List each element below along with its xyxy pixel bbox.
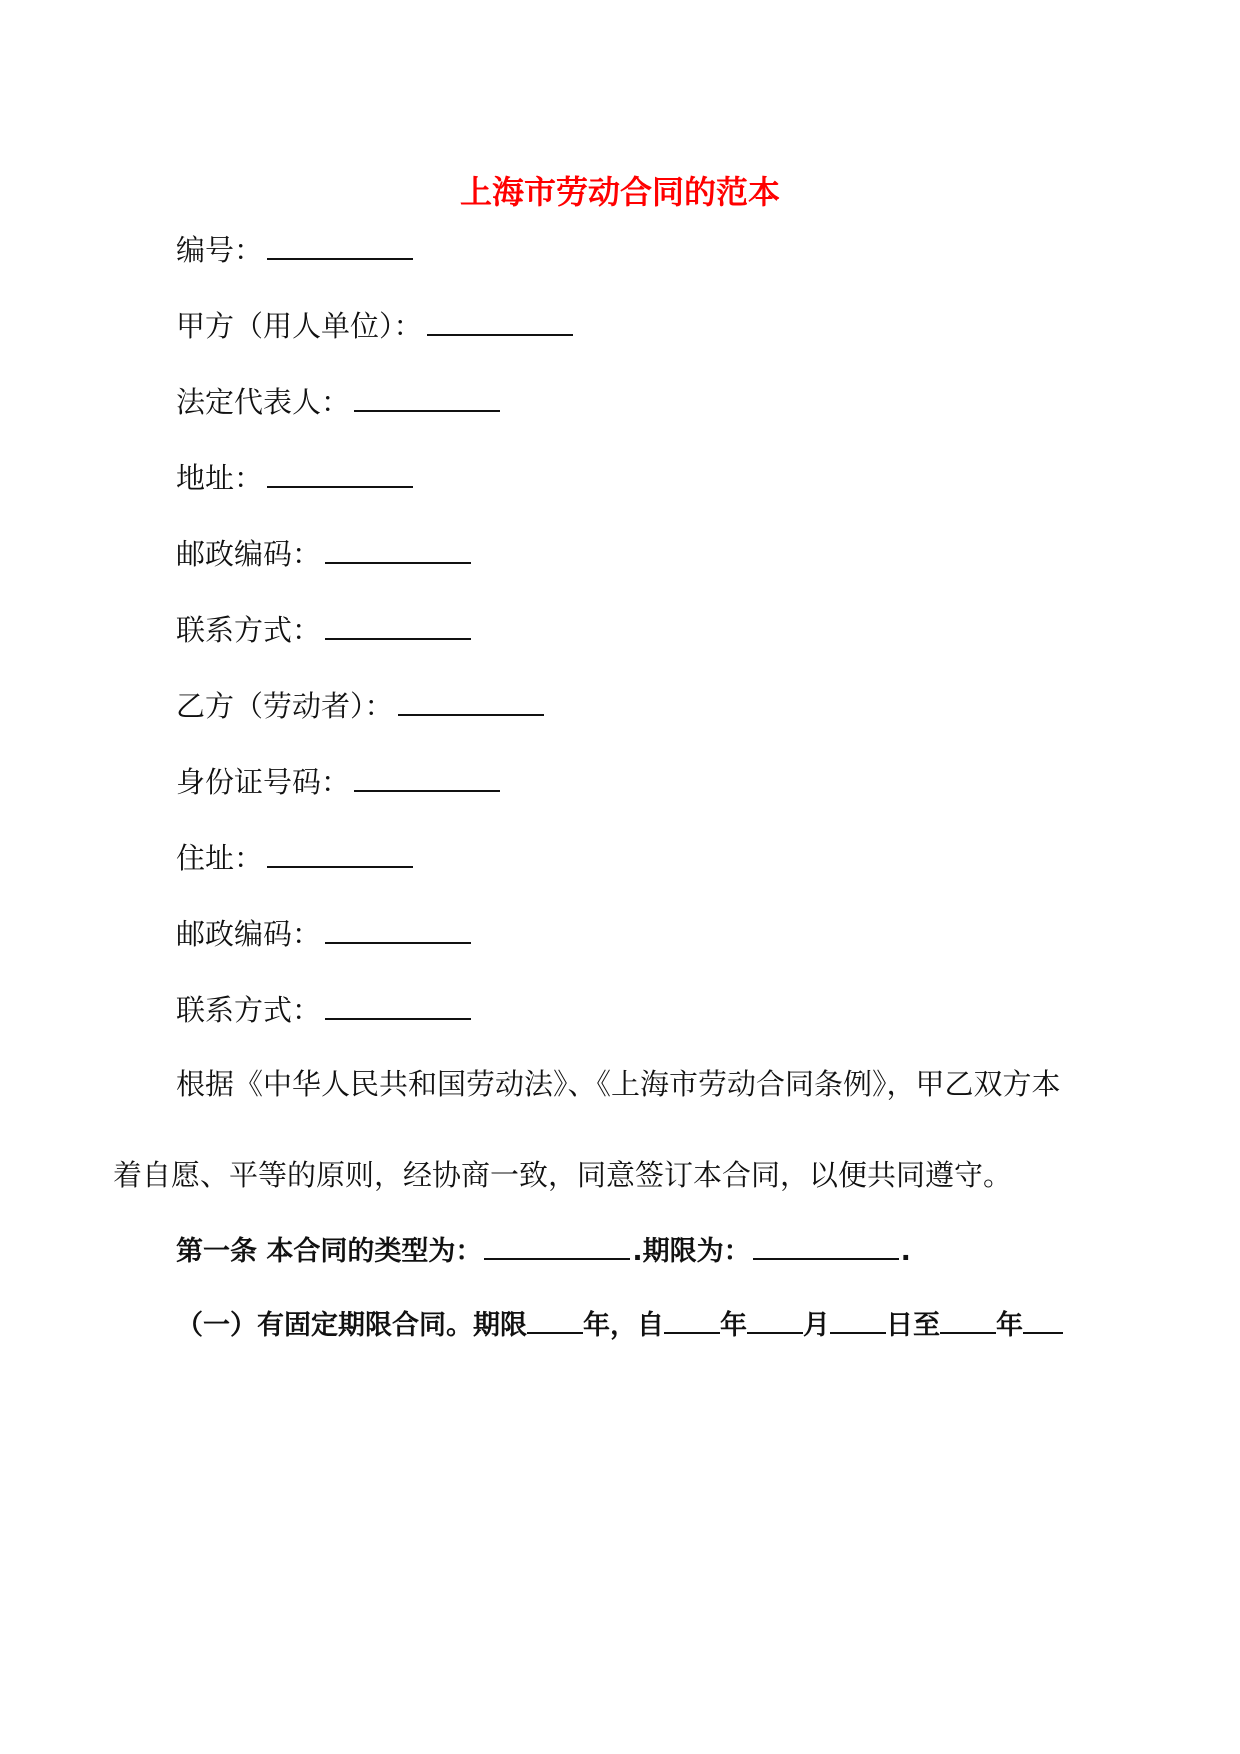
blank-line	[753, 1232, 899, 1260]
blank-line	[484, 1232, 630, 1260]
article-1-suffix: .	[900, 1236, 911, 1267]
blank-line	[398, 686, 544, 716]
article-1	[176, 1232, 911, 1270]
blank-line	[354, 762, 500, 792]
blank-line	[747, 1306, 803, 1334]
clause-1-part-4: 月	[803, 1310, 830, 1341]
field-label: 法定代表人：	[176, 385, 351, 419]
field-contact-b	[176, 990, 471, 1028]
blank-line	[427, 306, 573, 336]
document-title: 上海市劳动合同的范本	[459, 173, 780, 211]
field-label: 邮政编码：	[176, 917, 322, 951]
field-label: 邮政编码：	[176, 537, 322, 571]
field-party-a	[176, 306, 573, 344]
clause-1-part-1: （一）有固定期限合同。期限	[176, 1310, 527, 1341]
blank-line	[527, 1306, 583, 1334]
blank-line	[267, 230, 413, 260]
field-contact-a	[176, 610, 471, 648]
clause-1-part-5: 日至	[886, 1310, 940, 1341]
blank-line	[267, 458, 413, 488]
field-label: 联系方式：	[176, 613, 322, 647]
field-label: 住址：	[176, 841, 264, 875]
field-label: 联系方式：	[176, 993, 322, 1027]
field-postal-code-b	[176, 914, 471, 952]
blank-line	[325, 990, 471, 1020]
blank-line	[325, 610, 471, 640]
field-party-b	[176, 686, 544, 724]
field-label: 地址：	[176, 461, 264, 495]
field-label: 身份证号码：	[176, 765, 351, 799]
blank-line	[830, 1306, 886, 1334]
blank-line	[1023, 1306, 1063, 1334]
intro-paragraph-line-2: 着自愿、平等的原则，经协商一致，同意签订本合同，以便共同遵守。	[113, 1158, 1013, 1192]
blank-line	[325, 534, 471, 564]
blank-line	[267, 838, 413, 868]
blank-line	[354, 382, 500, 412]
field-id-number	[176, 762, 500, 800]
field-contract-number	[176, 230, 413, 268]
field-legal-representative	[176, 382, 500, 420]
field-residence	[176, 838, 413, 876]
article-1-prefix: 第一条 本合同的类型为：	[176, 1236, 483, 1267]
intro-paragraph-line-1: 根据《中华人民共和国劳动法》、《上海市劳动合同条例》，甲乙双方本	[176, 1067, 1061, 1101]
field-address	[176, 458, 413, 496]
article-1-mid: .期限为：	[632, 1236, 751, 1267]
blank-line	[325, 914, 471, 944]
field-label: 乙方（劳动者）：	[176, 689, 394, 723]
clause-1	[176, 1306, 1063, 1344]
field-label: 甲方（用人单位）：	[176, 309, 423, 343]
field-label: 编号：	[176, 233, 264, 267]
blank-line	[940, 1306, 996, 1334]
field-postal-code-a	[176, 534, 471, 572]
clause-1-part-3: 年	[720, 1310, 747, 1341]
clause-1-part-6: 年	[996, 1310, 1023, 1341]
clause-1-part-2: 年，自	[583, 1310, 664, 1341]
blank-line	[664, 1306, 720, 1334]
